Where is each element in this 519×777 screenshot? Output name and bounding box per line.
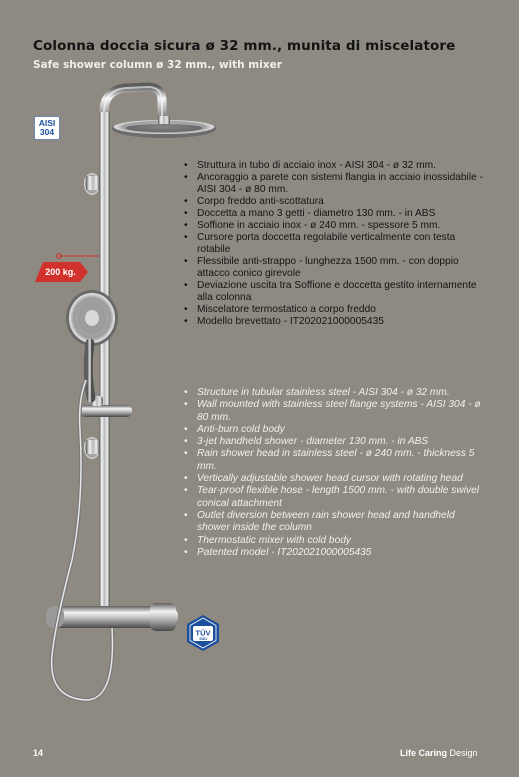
feature-en-item: • Tear-proof flexible hose - length 1500 mm. - with double swivel conical attachment	[183, 485, 483, 510]
feature-en-item: • Outlet diversion between rain shower head and handheld shower inside the column	[183, 510, 483, 535]
feature-it-item: • Miscelatore termostatico a corpo freddo	[183, 304, 483, 316]
page-number: 14	[33, 748, 44, 758]
tuv-sub-label: SÜD	[199, 637, 207, 641]
feature-en-item: • Anti-burn cold body	[183, 424, 483, 436]
feature-en-item: • 3-jet handheld shower - diameter 130 mm. - in ABS	[183, 436, 483, 448]
feature-en-item: • Wall mounted with stainless steel flange systems - AISI 304 - ø 80 mm.	[183, 399, 483, 424]
feature-it-item: • Soffione in acciaio inox - ø 240 mm. - spessore 5 mm.	[183, 220, 483, 232]
feature-it-item: • Modello brevettato - IT202021000005435	[183, 316, 483, 328]
page-title: Colonna doccia sicura ø 32 mm., munita di miscelatore	[33, 38, 456, 54]
feature-it-item: • Deviazione uscita tra Soffione e doccetta gestito internamente alla colonna	[183, 280, 483, 304]
features-italian-list	[183, 160, 483, 328]
feature-it-item: • Corpo freddo anti-scottatura	[183, 196, 483, 208]
feature-it-item: • Struttura in tubo di acciaio inox - AISI 304 - ø 32 mm.	[183, 160, 483, 172]
brand-footer	[400, 748, 478, 758]
feature-it-item: • Ancoraggio a parete con sistemi flangia in acciaio inossidabile - AISI 304 - ø 80 mm.	[183, 172, 483, 196]
feature-en-item: • Patented model - IT202021000005435	[183, 547, 483, 559]
weight-capacity-badge: 200 kg.	[45, 267, 76, 277]
column-tube	[99, 112, 110, 617]
feature-en-item: • Thermostatic mixer with cold body	[183, 535, 483, 547]
page-subtitle: Safe shower column ø 32 mm., with mixer	[33, 59, 282, 71]
aisi-304-badge: AISI 304	[34, 116, 60, 140]
feature-en-item: • Vertically adjustable shower head cursor with rotating head	[183, 473, 483, 485]
feature-it-item: • Cursore porta doccetta regolabile verticalmente con testa rotabile	[183, 232, 483, 256]
tuv-certification-logo	[184, 614, 222, 652]
feature-it-item: • Flessibile anti-strappo - lunghezza 1500 mm. - con doppio attacco conico girevole	[183, 256, 483, 280]
tuv-label: TÜV	[195, 628, 211, 638]
feature-en-item: • Structure in tubular stainless steel - AISI 304 - ø 32 mm.	[183, 387, 483, 399]
shower-cursor	[80, 405, 132, 417]
feature-en-item: • Rain shower head in stainless steel - ø 240 mm. - thickness 5 mm.	[183, 448, 483, 473]
features-english-list	[183, 387, 483, 559]
brand-bold: Life Caring	[400, 748, 448, 758]
brand-rest: Design	[447, 748, 478, 758]
feature-it-item: • Doccetta a mano 3 getti - diametro 130 mm. - in ABS	[183, 208, 483, 220]
